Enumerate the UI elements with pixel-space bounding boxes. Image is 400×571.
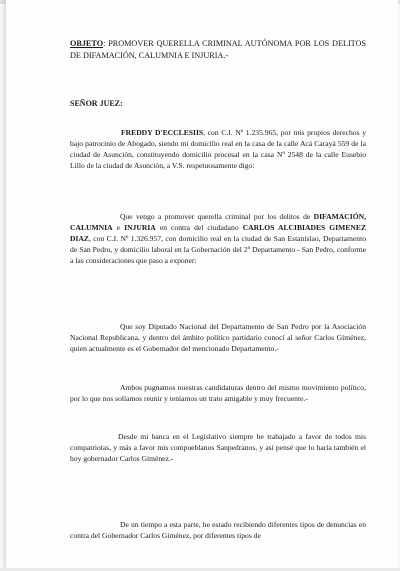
plaintiff-name: FREDDY D'ECCLESIIS [121,128,204,137]
paragraph-1 [70,127,366,171]
paragraph-5: Desde mi banca en el Legislativo siempre he trabajado a favor de todos mis compatriotas, y más a favor mis compueblanos Sanpedranos, y así pensé que lo haría también el hoy gobernador Carlos Giménez.- [70,432,366,464]
p2-bold-1: DIFAMACIÓN, CALUMNIA [70,212,366,233]
salutation: SEÑOR JUEZ: [70,99,123,108]
document-page [6,0,398,571]
p2-text-2: e [112,223,125,233]
objeto-label: OBJETO [70,39,104,48]
p2-text-4: , con C.I. Nº 1.326.957, con domicilio real en la ciudad de San Estanislao, Departamento de San Pedro, y domicilio laboral en la Gobernación del 2º Departamento - San Pedro, conforme a las consideraciones que paso a exponer: [70,234,366,266]
objeto-text: : PROMOVER QUERELLA CRIMINAL AUTÓNOMA POR LOS DELITOS DE DIFAMACIÓN, CALUMNIA E INJURIA.- [70,39,366,60]
paragraph-1-text: , con C.I. Nº 1.235.965, por mis propios derechos y bajo patrocinio de Abogado, siendo mi domicilio real en la casa de la calle Acá Carayá 559 de la ciudad de Asunción, constituyendo domicilio procesal en la casa Nº 2548 de la calle Eusebio Lillo de la ciudad de Asunción, a V.S. respetuosamente digo: [70,128,366,171]
p2-text-3: en contra del ciudadano [155,223,243,233]
p2-bold-2: INJURIA [124,223,156,233]
paragraph-6: De un tiempo a esta parte, he estado recibiendo diferentes tipos de denuncias en contra del Gobernador Carlos Giménez, por diferentes tipos de [70,520,366,541]
paragraph-3: Que soy Diputado Nacional del Departamento de San Pedro por la Asociación Nacional Republicana, y dentro del ámbito político partidario conocí al señor Carlos Giménez, quien actualmente es el Gobernador del mencionado Departamento.- [70,322,366,354]
paragraph-4: Ambos pugnamos nuestras candidaturas dentro del mismo movimiento político, por lo que nos solíamos reunir y teníamos un trato amigable y muy frecuente.- [70,383,366,404]
defendant-name: CARLOS ALCIBIADES GIMENEZ DIAZ [70,223,367,244]
paragraph-2 [70,211,366,266]
objeto-heading [70,38,366,62]
p2-text-1: Que vengo a promover querella criminal por los delitos de [120,212,314,221]
